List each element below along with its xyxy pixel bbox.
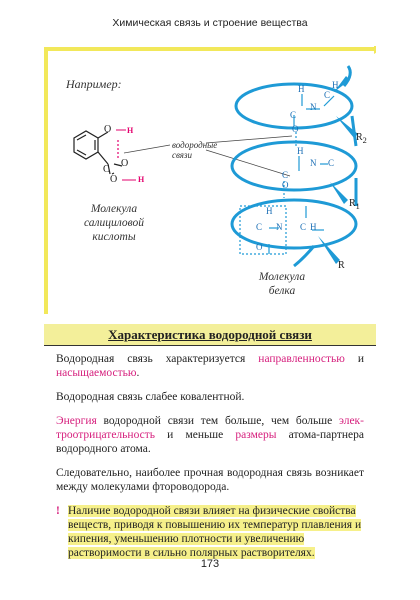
helix-c-2: C (290, 110, 297, 120)
paragraph-direction (56, 352, 364, 380)
p3-d: и меньше (154, 429, 236, 441)
hbond-label-line1: водородные (172, 140, 218, 150)
running-head: Химическая связь и строение вещества (112, 17, 308, 29)
protein-caption-line1: Молекула (258, 271, 306, 283)
term-saturation: насыщаемостью (56, 367, 137, 379)
atom-o-bottom: O (110, 174, 118, 185)
term-energy: Энергия (56, 415, 97, 427)
p3-b: водородной связи тем больше, чем больше (96, 415, 339, 427)
term-size: размеры (235, 429, 277, 441)
helix-c-6: C (300, 222, 307, 232)
note-text: Наличие водородной связи влияет на физические свойства веществ, приводя к повышению их температур плавления и кипения, уменьшению плотности и увеличению растворимости в сильно полярных растворителях. (68, 505, 362, 559)
hbond-label-line2: связи (172, 150, 192, 160)
helix-c-4: C (282, 170, 289, 180)
helix-c-5: C (256, 222, 263, 232)
figure-intro: Например: (66, 77, 122, 91)
helix-r2-letter: R (356, 132, 363, 143)
hbond-label (172, 140, 217, 160)
p3-f: атома-партнера водородного атома. (56, 429, 364, 455)
helix-o-2: O (282, 180, 289, 190)
term-direction: направленностью (258, 353, 345, 365)
figure-panel (44, 46, 376, 314)
helix-r1-letter: R (349, 198, 356, 209)
page-number: 173 (200, 558, 220, 570)
benzene-ring (74, 131, 122, 174)
helix-o-1: O (292, 124, 299, 134)
helix-r1-sub: 1 (355, 202, 360, 211)
term-electronegativity: электроотрицательность (56, 415, 364, 441)
salicylic-caption-line1: Молекула (90, 203, 138, 215)
p1-a: Водородная связь характеризуется (56, 353, 259, 365)
paragraph-weaker: Водородная связь слабее ковалентной. (56, 391, 245, 403)
paragraph-energy (56, 414, 364, 456)
atom-o-mid: O (121, 158, 129, 169)
salicylic-caption-line2: салициловой (83, 217, 145, 229)
helix-r: R (338, 260, 345, 271)
atom-h-top: H (127, 126, 134, 135)
protein-helix (232, 66, 356, 266)
note-mark: ! (56, 505, 60, 517)
helix-r2 (356, 132, 367, 145)
salicylic-caption-line3: кислоты (92, 231, 136, 243)
helix-h-4: H (266, 206, 273, 216)
helix-r1 (349, 198, 360, 211)
protein-caption-line2: белка (268, 285, 296, 297)
helix-n-3: N (276, 222, 283, 232)
highlighted-note (56, 504, 364, 560)
protein-caption (252, 270, 312, 298)
helix-c-1: C (324, 90, 331, 100)
paragraph-hf: Следовательно, наиболее прочная водородная связь возникает между молекулами фтороводорода. (56, 467, 364, 493)
atom-c-carboxyl: C (103, 164, 110, 175)
helix-n-1: N (310, 102, 317, 112)
helix-h-1: H (298, 84, 305, 94)
helix-h-3: H (297, 146, 304, 156)
frame-arrow (374, 46, 376, 54)
helix-h-2: H (332, 80, 339, 90)
atom-o-top: O (104, 124, 112, 135)
helix-h-5: H (310, 222, 317, 232)
helix-r2-sub: 2 (362, 136, 367, 145)
section-title: Характеристика водородной связи (44, 324, 376, 346)
hbond-section (44, 324, 376, 560)
p1-c: и (344, 353, 365, 365)
helix-c-3: C (328, 158, 335, 168)
atom-h-bottom: H (138, 175, 145, 184)
p1-e: . (136, 367, 140, 379)
salicylic-caption (74, 202, 154, 244)
helix-o-3: O (256, 242, 263, 252)
helix-n-2: N (310, 158, 317, 168)
